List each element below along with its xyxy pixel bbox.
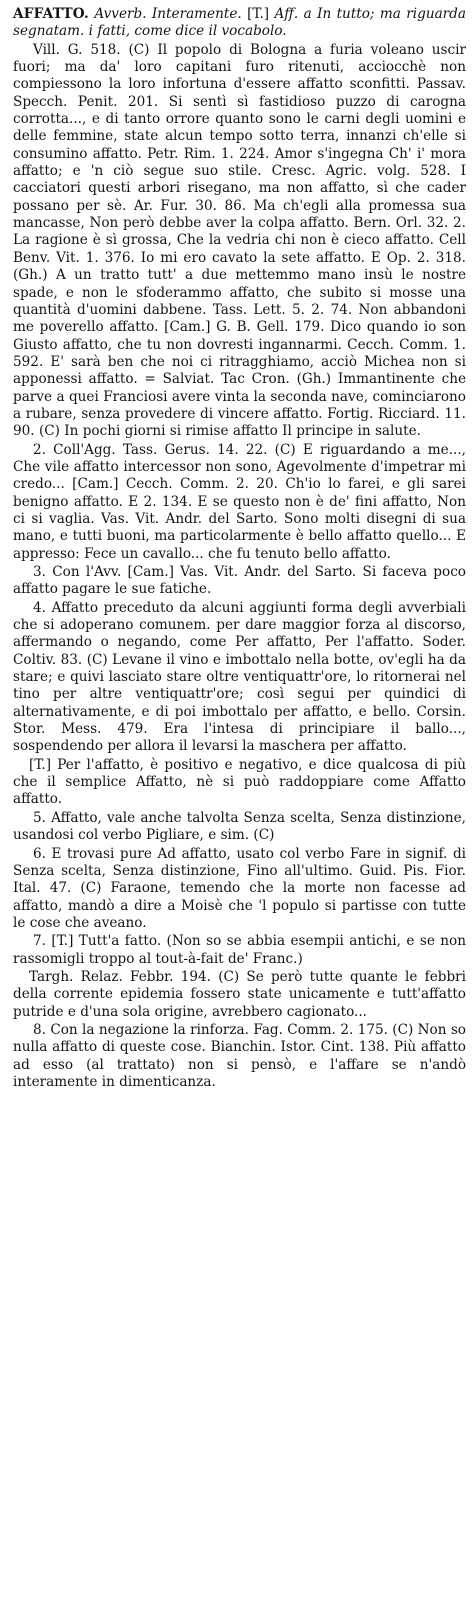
intro-tag: [T.]	[247, 6, 270, 22]
sense-7-citation: Targh. Relaz. Febbr. 194. (C) Se però tutte quante le febbri della corrente epidemia fossero state unicamente e tutt'affatto putride e d'una sola origine, avrebbero cagionato...	[13, 968, 466, 1020]
sense-4: 4. Affatto preceduto da alcuni aggiunti forma degli avverbiali che si adoperano comunem. per dare maggior forza al discorso, affermando o negando, come Per affatto, Per l'affatto. Soder. Coltiv. 83. (C) Levane il vino e imbottalo nella botte, ov'egli ha da stare; e quivi lasciato stare oltre ventiquattr'ore, lo ritornerai nel tino per altre ventiquattr'ore; così segui per quindici di alternativamente, e di poi imbottalo per affatto, e bello. Corsin. Stor. Mess. 479. Era l'intesa di principiare il ballo..., sospendendo per allora il levarsi la maschera per affatto.	[13, 599, 466, 755]
sense-3: 3. Con l'Avv. [Cam.] Vas. Vit. Andr. del Sarto. Si faceva poco affatto pagare le sue fatiche.	[13, 564, 466, 598]
headword: AFFATTO.	[13, 6, 89, 22]
sense-5: 5. Affatto, vale anche talvolta Senza scelta, Senza distinzione, usandosi col verbo Pigliare, e sim. (C)	[13, 809, 466, 844]
sense-1-citations: Vill. G. 518. (C) Il popolo di Bologna a furia voleano uscir fuori; ma da' loro capitani furo ritenuti, acciocchè non compiessono la loro infortuna d'essere affatto sconfitti. Passav. Specch. Penit. 201. Si sentì sì fastidioso puzzo di carogna corrotta..., e di tanto orrore quanto sono le carni degli uomini e delle femmine, state alcun tempo sotto terra, innanzi ch'elle si consumino affatto. Petr. Rim. 1. 224. Amor s'ingegna Ch' i' mora affatto; e 'n ciò segue suo stile. Cresc. Agric. volg. 528. I cacciatori questi arbori risegano, ma non affatto, sì che cader possano per sè. Ar. Fur. 30. 86. Ma ch'egli alla promessa sua mancasse, Non però debbe aver la colpa affatto. Bern. Orl. 32. 2. La ragione è sì grossa, Che la vedria chi non è cieco affatto. Cell Benv. Vit. 1. 376. Io mi ero cavato la sete affatto. E Op. 2. 318. (Gh.) A un tratto tutt' a due mettemmo mano insù le nostre spade, e non le sfoderammo affatto, che subito si mosse una quantità d'uomini dabbene. Tass. Lett. 5. 2. 74. Non abbandoni me poverello affatto. [Cam.] G. B. Gell. 179. Dico quando io son Giusto affatto, che tu non dovresti ingannarmi. Cecch. Comm. 1. 592. E' sarà ben che noi ci ritragghiamo, acciò Michea non si apponessi affatto. = Salviat. Tac Cron. (Gh.) Immantinente che parve a quei Franciosi avere vinta la seconda nave, cominciarono a rubare, senza provedere di vincere affatto. Fortig. Ricciard. 11. 90. (C) In pochi giorni si rimise affatto Il principe in salute.	[13, 41, 466, 440]
sense-6: 6. E trovasi pure Ad affatto, usato col verbo Fare in signif. di Senza scelta, Senza distinzione, Fino all'ultimo. Guid. Pis. Fior. Ital. 47. (C) Faraone, temendo che la morte non facesse ad affatto, mandò a dire a Moisè che 'l populo si partisse con tutte le cose che aveano.	[13, 845, 466, 931]
sense-2: 2. Coll'Agg. Tass. Gerus. 14. 22. (C) E riguardando a me..., Che vile affatto intercessor non sono, Agevolmente d'impetrar mi credo... [Cam.] Cecch. Comm. 2. 20. Ch'io lo farei, e gli sarei benigno affatto. E 2. 134. E se questo non è de' fini affatto, Non ci si vaglia. Vas. Vit. Andr. del Sarto. Sono molti disegni di sua mano, e tutti buoni, ma particolarmente è bello affatto quello... E appresso: Fece un cavallo... che fu tenuto bello affatto.	[13, 441, 466, 562]
sense-8: 8. Con la negazione la rinforza. Fag. Comm. 2. 175. (C) Non so nulla affatto di queste cose. Bianchin. Istor. Cint. 138. Più affatto ad esso (al trattato) non si pensò, e l'affare se n'andò interamente in dimenticanza.	[13, 1021, 466, 1090]
intro-definition: Avverb. Interamente.	[88, 6, 248, 22]
intro-rest: ma riguarda segnatam. i fatti, come dice il vocabolo.	[13, 6, 466, 40]
entry-intro	[13, 6, 466, 41]
intro-abbreviation: Aff. a In tutto;	[269, 6, 375, 22]
sense-7: 7. [T.] Tutt'a fatto. (Non so se abbia esempii antichi, e se non rassomigli troppo al tout-à-fait de' Franc.)	[13, 933, 466, 967]
sense-4-note: [T.] Per l'affatto, è positivo e negativo, e dice qualcosa di più che il semplice Affatto, nè si può raddoppiare come Affatto affatto.	[13, 756, 466, 808]
